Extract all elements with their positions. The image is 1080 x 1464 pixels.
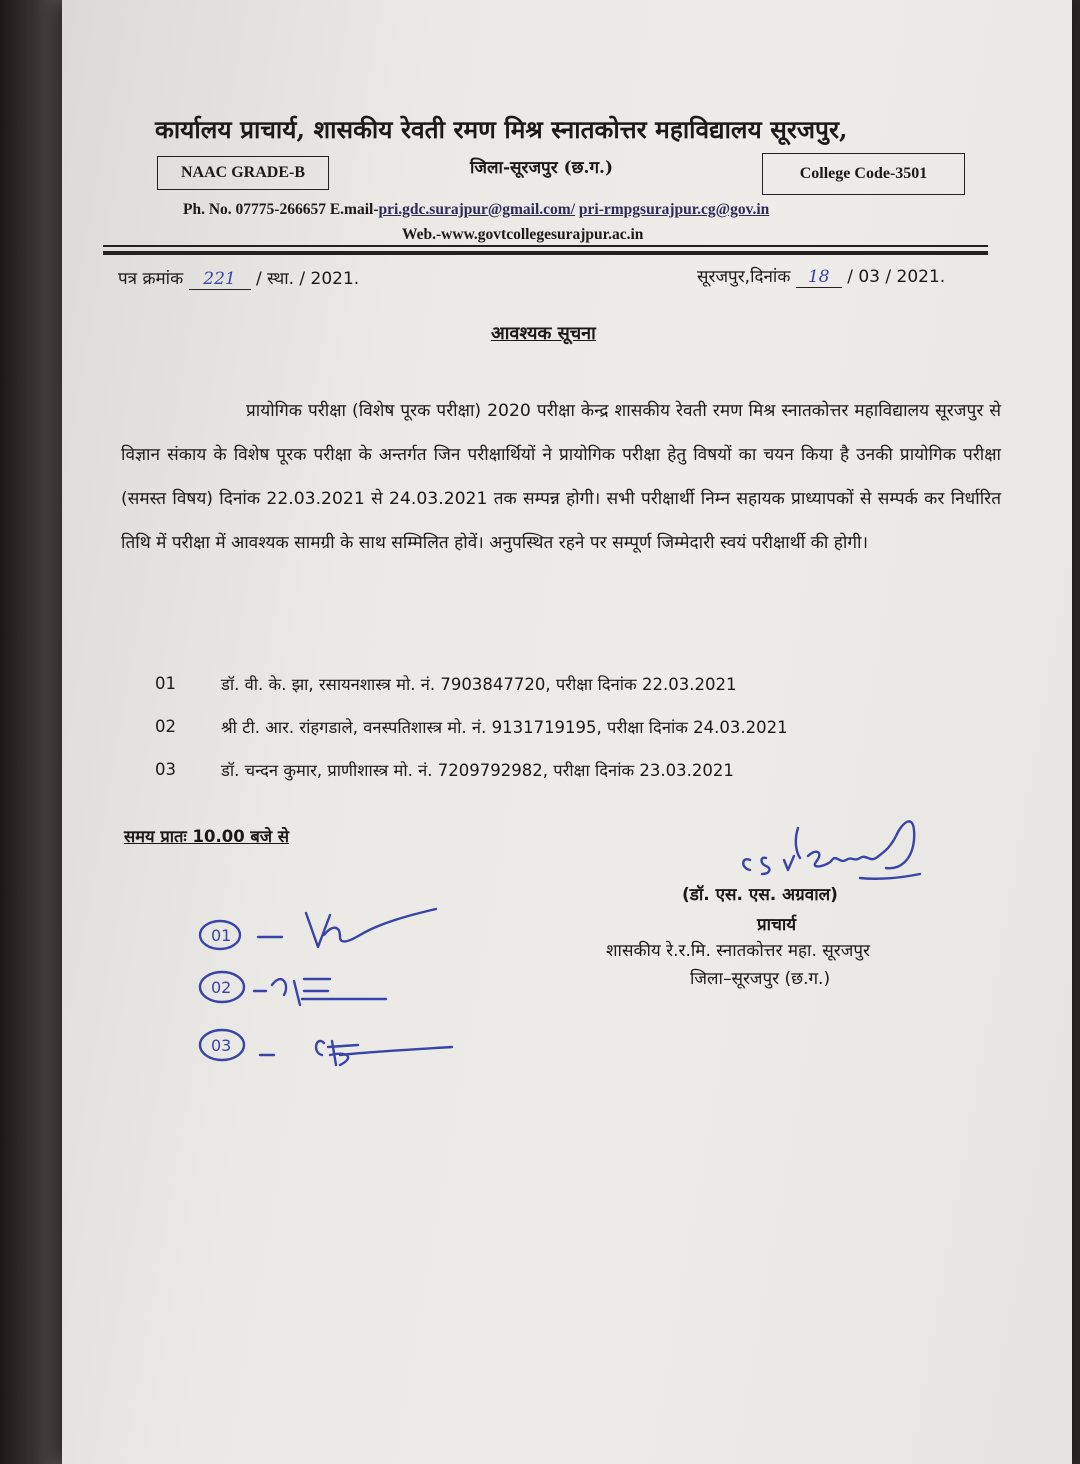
- letter-date: [697, 264, 945, 288]
- list-number: 01: [155, 674, 176, 693]
- annotation-01: 01: [211, 926, 232, 945]
- exam-time-note: समय प्रातः 10.00 बजे से: [124, 827, 289, 846]
- email-link-2[interactable]: pri-rmpgsurajpur.cg@gov.in: [578, 201, 770, 218]
- principal-signature: [720, 800, 930, 890]
- notice-title: आवश्यक सूचना: [491, 323, 596, 344]
- signer-title: प्राचार्य: [757, 915, 797, 935]
- contact-line: [183, 201, 769, 219]
- office-title: कार्यालय प्राचार्य, शासकीय रेवती रमण मिश्र स्नातकोत्तर महाविद्यालय सूरजपुर,: [155, 115, 848, 144]
- annotation-03: 03: [211, 1036, 232, 1055]
- signer-district: जिला–सूरजपुर (छ.ग.): [690, 969, 831, 989]
- reference-number: 221: [189, 269, 251, 290]
- reference-suffix: / स्था. / 2021.: [255, 269, 360, 289]
- annotation-02: 02: [211, 978, 232, 997]
- date-prefix: सूरजपुर,दिनांक: [697, 267, 791, 287]
- website-line: Web.-www.govtcollegesurajpur.ac.in: [402, 226, 644, 243]
- college-code-box: College Code-3501: [762, 153, 965, 195]
- date-day: 18: [796, 267, 842, 288]
- list-text: डॉ. वी. के. झा, रसायनशास्त्र मो. नं. 7903847720, परीक्षा दिनांक 22.03.2021: [221, 675, 737, 694]
- list-item: [155, 705, 1015, 748]
- letter-reference: [118, 266, 359, 290]
- list-item: [155, 748, 1015, 791]
- phone-number: Ph. No. 07775-266657: [183, 201, 326, 218]
- naac-grade-box: NAAC GRADE-B: [157, 156, 329, 190]
- email-link-1[interactable]: pri.gdc.surajpur@gmail.com/: [378, 201, 576, 218]
- date-suffix: / 03 / 2021.: [847, 267, 946, 287]
- notice-body: प्रायोगिक परीक्षा (विशेष पूरक परीक्षा) 2020 परीक्षा केन्द्र शासकीय रेवती रमण मिश्र स्नातकोत्तर महाविद्यालय सूरजपुर से विज्ञान संकाय के विशेष पूरक परीक्षा के अन्तर्गत जिन परीक्षार्थियों ने प्रायोगिक परीक्षा हेतु विषयों का चयन किया है उनकी प्रायोगिक परीक्षा (समस्त विषय) दिनांक 22.03.2021 से 24.03.2021 तक सम्पन्न होगी। सभी परीक्षार्थी निम्न सहायक प्राध्यापकों से सम्पर्क कर निर्धारित तिथि में परीक्षा में आवश्यक सामग्री के साथ सम्मिलित होवें। अनुपस्थित रहने पर सम्पूर्ण जिम्मेदारी स्वयं परीक्षार्थी की होगी।: [121, 401, 1001, 553]
- email-label: E.mail-: [329, 201, 379, 218]
- reference-prefix: पत्र क्रमांक: [118, 269, 184, 289]
- signer-name: (डॉ. एस. एस. अग्रवाल): [682, 885, 838, 905]
- photo-background-edge: [0, 0, 62, 1464]
- list-item: [155, 662, 1015, 705]
- header-divider-thick: [103, 251, 988, 255]
- list-text: श्री टी. आर. रांहगडाले, वनस्पतिशास्त्र मो. नं. 9131719195, परीक्षा दिनांक 24.03.2021: [221, 718, 788, 737]
- handwritten-initials: [190, 895, 470, 1095]
- signer-institution: शासकीय रे.र.मि. स्नातकोत्तर महा. सूरजपुर: [606, 941, 870, 961]
- list-number: 02: [155, 717, 176, 736]
- examiner-list: [155, 662, 1015, 791]
- header-divider-thin: [103, 245, 988, 247]
- header-district: जिला-सूरजपुर (छ.ग.): [470, 158, 613, 178]
- list-text: डॉ. चन्दन कुमार, प्राणीशास्त्र मो. नं. 7209792982, परीक्षा दिनांक 23.03.2021: [221, 761, 734, 780]
- list-number: 03: [155, 760, 176, 779]
